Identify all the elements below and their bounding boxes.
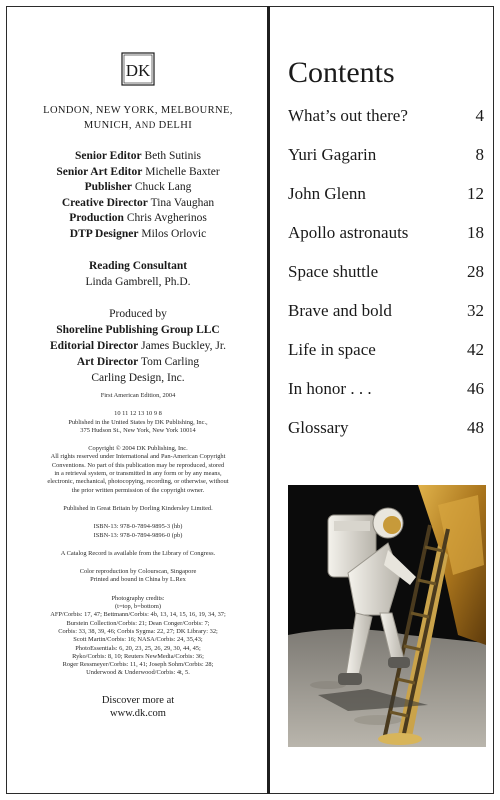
photo-credits: Photography credits: (t=top, b=bottom) AFP/Corbis: 17, 47; Bettmann/Corbis: 4b, 13, 14, 15, 16, 19, 34, 37; Burstein Collection/Corbis: 21; Dean Conger/Corbis: 7; Corbis: 33, 38, 39, 46; Corbis Sygma: 22, 27; DK Library: 32; Scott Martin/Corbis: 16; NASA/Corbis: 24, 35,43; PhotoEssentials: 6, 20, 23, 25, 26, 29, 30, 44, 45; Ryko/Corbis: 8, 10; Reuters NewMedia/Corbis: 36; Roger Ressmeyer/Corbis: 11, 41; Joseph Sohm/Corbis: 28; Underwood & Underwood/Corbis: 4t, 5. bbox=[20, 595, 256, 678]
staff-credits bbox=[20, 149, 256, 242]
svg-text:DK: DK bbox=[125, 61, 151, 80]
toc-item[interactable] bbox=[288, 184, 486, 223]
toc-item[interactable] bbox=[288, 340, 486, 379]
toc-item-label: Yuri Gagarin bbox=[288, 145, 377, 164]
toc-item-page: 12 bbox=[467, 184, 484, 203]
credit-line: Roger Ressmeyer/Corbis: 11, 41; Joseph Sohm/Corbis: 28; bbox=[62, 661, 214, 669]
website-link[interactable]: www.dk.com bbox=[110, 707, 166, 719]
toc-item-page: 8 bbox=[475, 145, 484, 164]
astronaut-on-ladder-image bbox=[288, 485, 486, 747]
credit-line: PhotoEssentials: 6, 20, 23, 25, 26, 29, 30, 44, 45; bbox=[75, 644, 201, 652]
toc-item[interactable] bbox=[288, 379, 486, 418]
credit-line: Burstein Collection/Corbis: 21; Dean Conger/Corbis: 7; bbox=[66, 619, 210, 627]
toc-item-page: 4 bbox=[475, 106, 484, 125]
staff-line: Senior Art Editor Michelle Baxter bbox=[56, 165, 220, 178]
toc-item[interactable] bbox=[288, 418, 486, 457]
edition-info: First American Edition, 2004 bbox=[100, 392, 176, 399]
toc-item-label: Glossary bbox=[288, 418, 349, 437]
dk-logo-icon bbox=[121, 52, 155, 86]
astronaut-photo bbox=[288, 485, 486, 747]
toc-item-label: In honor . . . bbox=[288, 379, 372, 398]
toc-item[interactable] bbox=[288, 145, 486, 184]
toc-item-page: 46 bbox=[467, 379, 484, 398]
catalog-record: A Catalog Record is available from the Library of Congress. bbox=[60, 549, 216, 557]
copyright-notice: Copyright © 2004 DK Publishing, Inc. All rights reserved under International and Pan-American Copyright Conventions. No part of this publication may be reproduced, stored in a retrieval system, or transmitted in any form or by any means, electronic, mechanical, photocopying, recording, or otherwise, without the prior written permission of the copyright owner. bbox=[47, 445, 229, 494]
print-numbers: 10 11 12 13 10 9 8 Published in the United States by DK Publishing, Inc., 375 Hudson St., New York, New York 10014 bbox=[68, 410, 208, 434]
toc-item-page: 32 bbox=[467, 301, 484, 320]
credit-line: AFP/Corbis: 17, 47; Bettmann/Corbis: 4b, 13, 14, 15, 16, 19, 34, 37; bbox=[50, 611, 226, 619]
staff-line: Production Chris Avgherinos bbox=[69, 212, 207, 224]
toc-item-page: 18 bbox=[467, 223, 484, 242]
staff-line: Publisher Chuck Lang bbox=[84, 181, 192, 193]
printing-info: Color reproduction by Colourscan, Singapore Printed and bound in China by L.Rex bbox=[79, 568, 197, 584]
publisher-cities: LONDON, NEW YORK, MELBOURNE, MUNICH, AND DELHI bbox=[43, 105, 233, 131]
isbn-block: ISBN-13: 978-0-7894-9895-3 (hb) ISBN-13: 978-0-7894-9896-0 (pb) bbox=[93, 523, 183, 539]
column-divider bbox=[267, 6, 270, 794]
staff-line: Senior Editor Beth Sutinis bbox=[75, 150, 201, 162]
toc-item[interactable] bbox=[288, 223, 486, 262]
staff-line: Creative Director Tina Vaughan bbox=[61, 196, 215, 209]
imprint-column bbox=[20, 52, 256, 720]
toc-item[interactable] bbox=[288, 262, 486, 301]
toc-item-page: 42 bbox=[467, 340, 484, 359]
toc-item-label: What’s out there? bbox=[288, 106, 408, 125]
toc-item[interactable] bbox=[288, 106, 486, 145]
toc-item-page: 48 bbox=[467, 418, 484, 437]
gb-publication: Published in Great Britain by Dorling Kindersley Limited. bbox=[63, 504, 213, 512]
discover-more: Discover more at www.dk.com bbox=[20, 694, 256, 720]
production-credits: Produced by Shoreline Publishing Group LLC Editorial Director James Buckley, Jr. Art Director Tom Carling Carling Design, Inc. bbox=[50, 308, 226, 384]
credit-line: Underwood & Underwood/Corbis: 4t, 5. bbox=[86, 669, 190, 677]
credit-line: Ryko/Corbis: 8, 10; Reuters NewMedia/Corbis: 36; bbox=[72, 652, 204, 660]
toc-item-label: Brave and bold bbox=[288, 301, 392, 320]
contents-title: Contents bbox=[288, 56, 395, 89]
staff-line: DTP Designer Milos Orlovic bbox=[69, 227, 207, 240]
toc-item[interactable] bbox=[288, 301, 486, 340]
toc-item-page: 28 bbox=[467, 262, 484, 281]
contents-column bbox=[288, 56, 486, 457]
toc-item-label: Life in space bbox=[288, 340, 376, 359]
reading-consultant: Reading Consultant Linda Gambrell, Ph.D. bbox=[85, 260, 191, 288]
toc-item-label: John Glenn bbox=[288, 184, 366, 203]
toc-item-label: Space shuttle bbox=[288, 262, 379, 281]
toc-item-label: Apollo astronauts bbox=[288, 223, 409, 242]
credit-line: Corbis: 33, 38, 39, 46; Corbis Sygma: 22, 27; DK Library: 32; bbox=[58, 627, 218, 635]
credit-line: Scott Martin/Corbis: 16; NASA/Corbis: 24, 35,43; bbox=[73, 636, 203, 644]
